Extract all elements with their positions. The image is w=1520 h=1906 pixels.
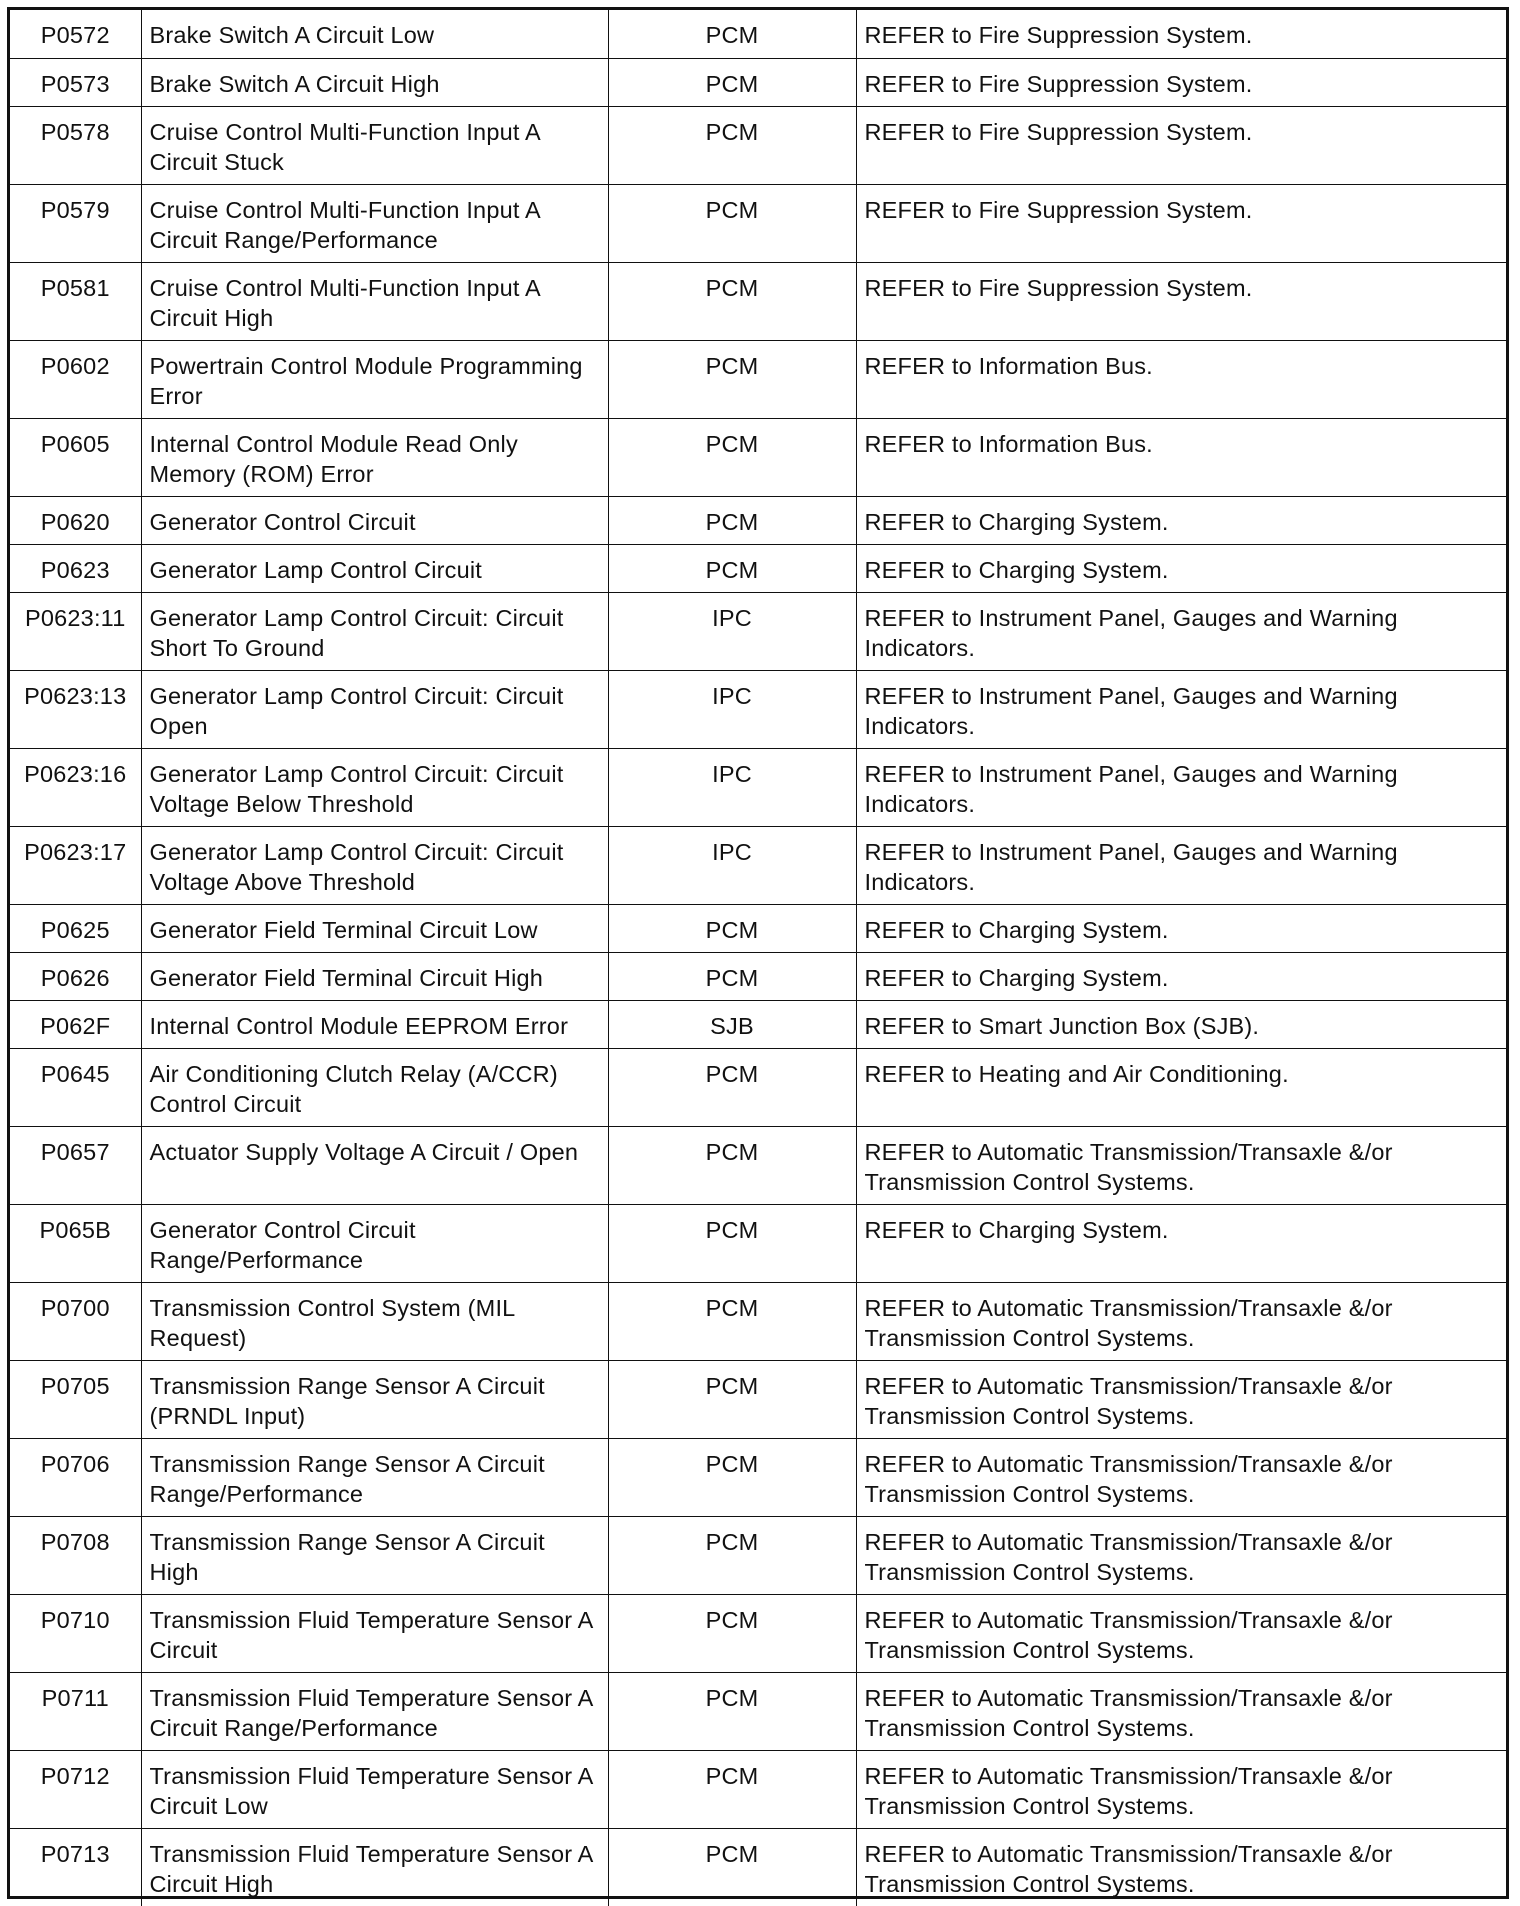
module-cell: PCM — [608, 58, 856, 106]
dtc-code-cell: P0710 — [10, 1594, 141, 1672]
module-cell: PCM — [608, 1516, 856, 1594]
dtc-description-cell: Actuator Supply Voltage A Circuit / Open — [141, 1126, 608, 1204]
module-cell: IPC — [608, 748, 856, 826]
dtc-code-cell: P0620 — [10, 496, 141, 544]
module-cell: PCM — [608, 1594, 856, 1672]
dtc-code-cell: P0700 — [10, 1282, 141, 1360]
dtc-code-cell: P0572 — [10, 10, 141, 58]
dtc-description-cell: Transmission Range Sensor A Circuit High — [141, 1516, 608, 1594]
dtc-code-cell: P0605 — [10, 418, 141, 496]
table-row — [10, 952, 1506, 1000]
dtc-code-cell: P0623:16 — [10, 748, 141, 826]
table-row — [10, 496, 1506, 544]
module-cell: PCM — [608, 418, 856, 496]
table-row — [10, 544, 1506, 592]
action-cell: REFER to Automatic Transmission/Transaxle &/or Transmission Control Systems. — [856, 1360, 1506, 1438]
module-cell: PCM — [608, 1048, 856, 1126]
dtc-description-cell: Brake Switch A Circuit Low — [141, 10, 608, 58]
module-cell: PCM — [608, 1282, 856, 1360]
action-cell: REFER to Instrument Panel, Gauges and Warning Indicators. — [856, 670, 1506, 748]
action-cell: REFER to Fire Suppression System. — [856, 58, 1506, 106]
action-cell: REFER to Fire Suppression System. — [856, 184, 1506, 262]
module-cell: PCM — [608, 1672, 856, 1750]
table-row — [10, 748, 1506, 826]
action-cell: REFER to Automatic Transmission/Transaxle &/or Transmission Control Systems. — [856, 1750, 1506, 1828]
module-cell: PCM — [608, 544, 856, 592]
dtc-code-cell: P0623:13 — [10, 670, 141, 748]
table-row — [10, 184, 1506, 262]
action-cell: REFER to Instrument Panel, Gauges and Warning Indicators. — [856, 592, 1506, 670]
module-cell: IPC — [608, 592, 856, 670]
module-cell: PCM — [608, 340, 856, 418]
dtc-code-cell: P0623 — [10, 544, 141, 592]
dtc-description-cell: Transmission Fluid Temperature Sensor A Circuit Range/Performance — [141, 1672, 608, 1750]
dtc-description-cell: Cruise Control Multi-Function Input A Circuit Stuck — [141, 106, 608, 184]
table-row — [10, 1048, 1506, 1126]
table-row — [10, 1360, 1506, 1438]
module-cell: PCM — [608, 184, 856, 262]
dtc-description-cell: Generator Lamp Control Circuit: Circuit Voltage Above Threshold — [141, 826, 608, 904]
dtc-description-cell: Cruise Control Multi-Function Input A Circuit Range/Performance — [141, 184, 608, 262]
dtc-code-cell: P0626 — [10, 952, 141, 1000]
module-cell: IPC — [608, 826, 856, 904]
dtc-code-cell: P0712 — [10, 1750, 141, 1828]
dtc-code-cell: P062F — [10, 1000, 141, 1048]
action-cell: REFER to Charging System. — [856, 544, 1506, 592]
dtc-code-cell: P0657 — [10, 1126, 141, 1204]
dtc-code-cell: P0602 — [10, 340, 141, 418]
dtc-code-cell: P0623:11 — [10, 592, 141, 670]
dtc-description-cell: Generator Lamp Control Circuit: Circuit Short To Ground — [141, 592, 608, 670]
dtc-table — [10, 10, 1506, 1906]
dtc-code-cell: P065B — [10, 1204, 141, 1282]
table-row — [10, 670, 1506, 748]
action-cell: REFER to Fire Suppression System. — [856, 262, 1506, 340]
dtc-description-cell: Transmission Fluid Temperature Sensor A Circuit High — [141, 1828, 608, 1906]
dtc-table-frame — [7, 7, 1509, 1899]
table-row — [10, 1126, 1506, 1204]
action-cell: REFER to Automatic Transmission/Transaxle &/or Transmission Control Systems. — [856, 1516, 1506, 1594]
dtc-description-cell: Transmission Fluid Temperature Sensor A Circuit Low — [141, 1750, 608, 1828]
table-row — [10, 1516, 1506, 1594]
table-row — [10, 340, 1506, 418]
dtc-code-cell: P0706 — [10, 1438, 141, 1516]
action-cell: REFER to Charging System. — [856, 904, 1506, 952]
table-row — [10, 1438, 1506, 1516]
module-cell: PCM — [608, 1750, 856, 1828]
table-row — [10, 1750, 1506, 1828]
table-row — [10, 262, 1506, 340]
table-row — [10, 904, 1506, 952]
dtc-description-cell: Generator Lamp Control Circuit: Circuit Voltage Below Threshold — [141, 748, 608, 826]
dtc-description-cell: Generator Lamp Control Circuit: Circuit Open — [141, 670, 608, 748]
dtc-description-cell: Generator Field Terminal Circuit High — [141, 952, 608, 1000]
dtc-description-cell: Generator Field Terminal Circuit Low — [141, 904, 608, 952]
action-cell: REFER to Heating and Air Conditioning. — [856, 1048, 1506, 1126]
action-cell: REFER to Automatic Transmission/Transaxle &/or Transmission Control Systems. — [856, 1828, 1506, 1906]
action-cell: REFER to Fire Suppression System. — [856, 106, 1506, 184]
dtc-code-cell: P0573 — [10, 58, 141, 106]
module-cell: PCM — [608, 904, 856, 952]
module-cell: PCM — [608, 1360, 856, 1438]
dtc-description-cell: Transmission Control System (MIL Request) — [141, 1282, 608, 1360]
dtc-description-cell: Generator Control Circuit — [141, 496, 608, 544]
action-cell: REFER to Instrument Panel, Gauges and Warning Indicators. — [856, 826, 1506, 904]
table-row — [10, 826, 1506, 904]
table-row — [10, 10, 1506, 58]
table-row — [10, 1594, 1506, 1672]
dtc-description-cell: Transmission Range Sensor A Circuit (PRNDL Input) — [141, 1360, 608, 1438]
dtc-description-cell: Internal Control Module Read Only Memory (ROM) Error — [141, 418, 608, 496]
module-cell: PCM — [608, 496, 856, 544]
table-row — [10, 106, 1506, 184]
module-cell: PCM — [608, 1438, 856, 1516]
dtc-description-cell: Generator Control Circuit Range/Performance — [141, 1204, 608, 1282]
action-cell: REFER to Automatic Transmission/Transaxle &/or Transmission Control Systems. — [856, 1438, 1506, 1516]
action-cell: REFER to Automatic Transmission/Transaxle &/or Transmission Control Systems. — [856, 1594, 1506, 1672]
module-cell: PCM — [608, 1828, 856, 1906]
dtc-code-cell: P0645 — [10, 1048, 141, 1126]
dtc-description-cell: Powertrain Control Module Programming Error — [141, 340, 608, 418]
action-cell: REFER to Charging System. — [856, 952, 1506, 1000]
table-row — [10, 418, 1506, 496]
module-cell: PCM — [608, 1204, 856, 1282]
action-cell: REFER to Smart Junction Box (SJB). — [856, 1000, 1506, 1048]
dtc-description-cell: Transmission Range Sensor A Circuit Range/Performance — [141, 1438, 608, 1516]
dtc-code-cell: P0578 — [10, 106, 141, 184]
table-row — [10, 592, 1506, 670]
module-cell: IPC — [608, 670, 856, 748]
module-cell: PCM — [608, 262, 856, 340]
module-cell: PCM — [608, 952, 856, 1000]
dtc-description-cell: Transmission Fluid Temperature Sensor A Circuit — [141, 1594, 608, 1672]
dtc-description-cell: Generator Lamp Control Circuit — [141, 544, 608, 592]
dtc-code-cell: P0705 — [10, 1360, 141, 1438]
action-cell: REFER to Fire Suppression System. — [856, 10, 1506, 58]
dtc-description-cell: Air Conditioning Clutch Relay (A/CCR) Control Circuit — [141, 1048, 608, 1126]
action-cell: REFER to Information Bus. — [856, 418, 1506, 496]
table-row — [10, 1672, 1506, 1750]
table-row — [10, 1828, 1506, 1906]
action-cell: REFER to Automatic Transmission/Transaxle &/or Transmission Control Systems. — [856, 1672, 1506, 1750]
action-cell: REFER to Charging System. — [856, 1204, 1506, 1282]
dtc-code-cell: P0579 — [10, 184, 141, 262]
action-cell: REFER to Instrument Panel, Gauges and Warning Indicators. — [856, 748, 1506, 826]
dtc-code-cell: P0581 — [10, 262, 141, 340]
dtc-description-cell: Brake Switch A Circuit High — [141, 58, 608, 106]
module-cell: PCM — [608, 1126, 856, 1204]
table-row — [10, 1000, 1506, 1048]
table-row — [10, 1204, 1506, 1282]
dtc-code-cell: P0711 — [10, 1672, 141, 1750]
module-cell: SJB — [608, 1000, 856, 1048]
dtc-code-cell: P0625 — [10, 904, 141, 952]
module-cell: PCM — [608, 106, 856, 184]
dtc-code-cell: P0713 — [10, 1828, 141, 1906]
action-cell: REFER to Automatic Transmission/Transaxle &/or Transmission Control Systems. — [856, 1282, 1506, 1360]
dtc-description-cell: Cruise Control Multi-Function Input A Circuit High — [141, 262, 608, 340]
dtc-code-cell: P0623:17 — [10, 826, 141, 904]
dtc-description-cell: Internal Control Module EEPROM Error — [141, 1000, 608, 1048]
action-cell: REFER to Information Bus. — [856, 340, 1506, 418]
module-cell: PCM — [608, 10, 856, 58]
table-row — [10, 1282, 1506, 1360]
action-cell: REFER to Charging System. — [856, 496, 1506, 544]
dtc-code-cell: P0708 — [10, 1516, 141, 1594]
table-row — [10, 58, 1506, 106]
action-cell: REFER to Automatic Transmission/Transaxle &/or Transmission Control Systems. — [856, 1126, 1506, 1204]
